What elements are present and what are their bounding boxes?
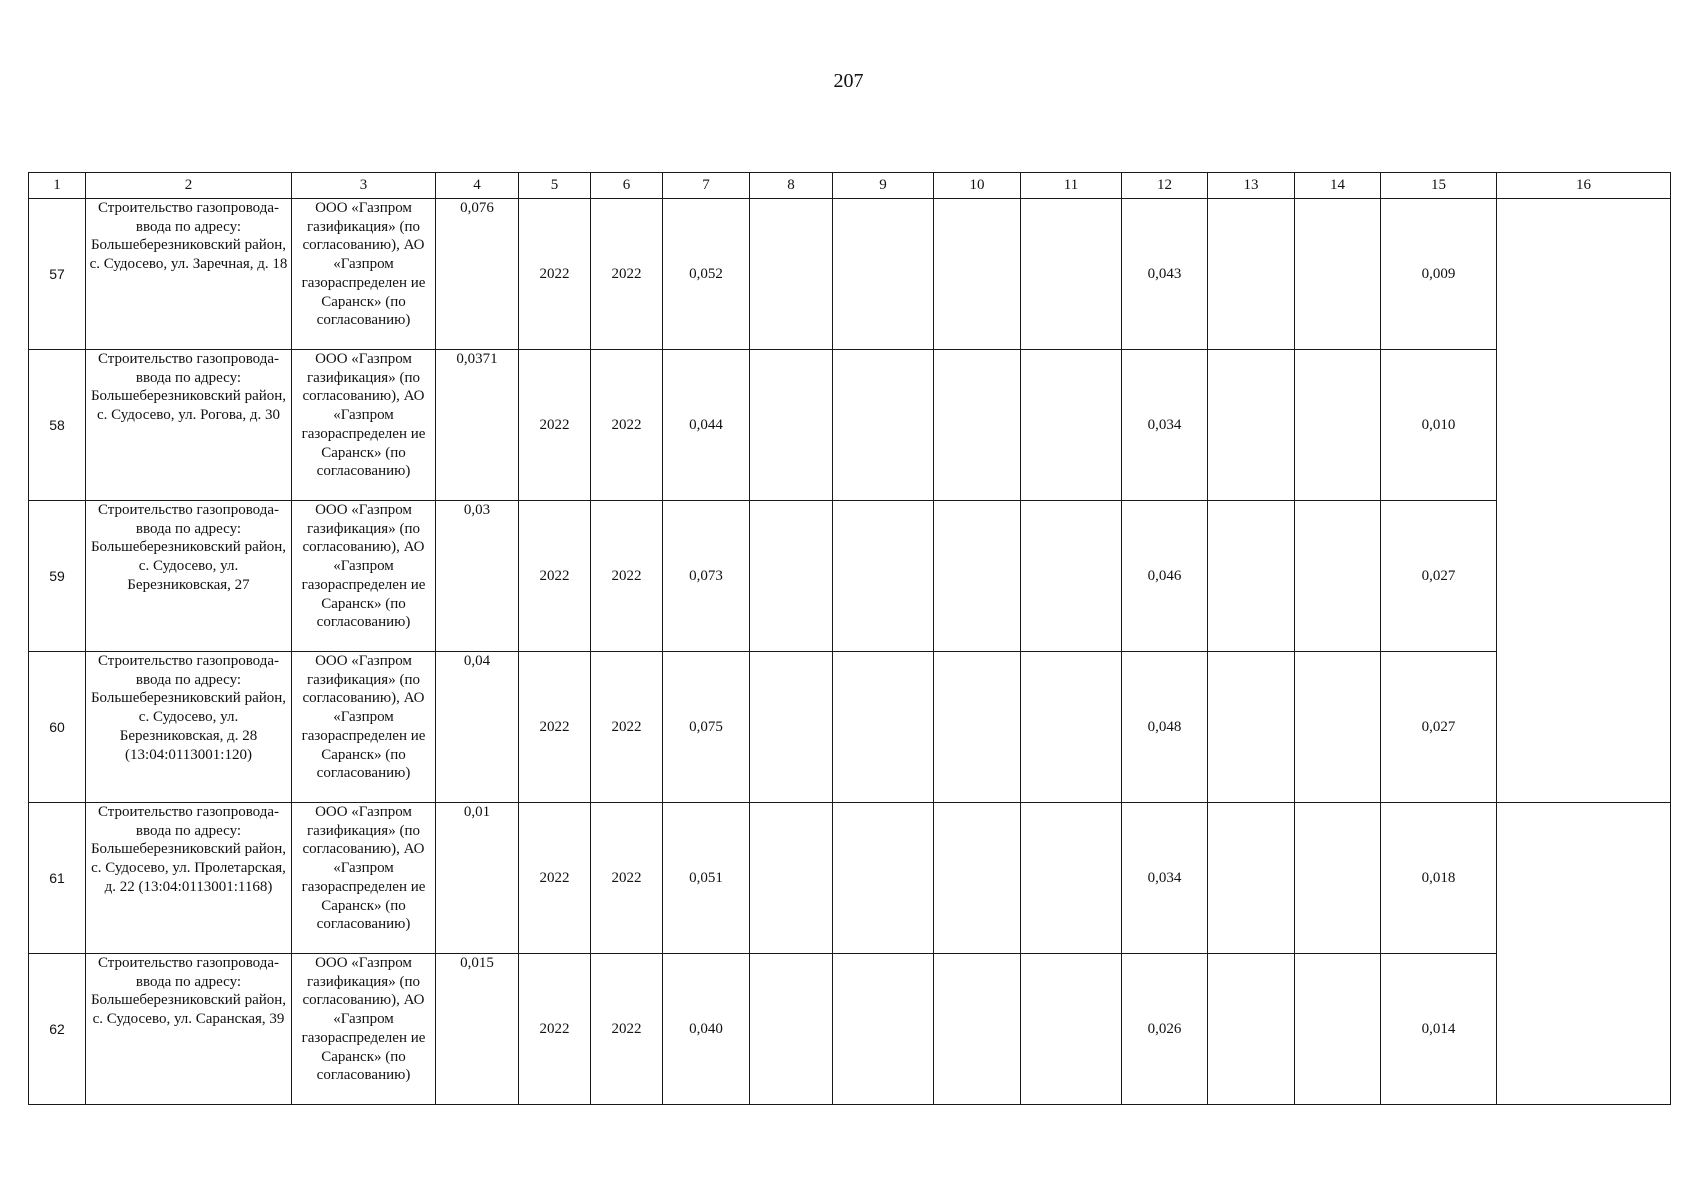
- cell-col12: 0,034: [1122, 350, 1208, 501]
- row-number: 58: [29, 350, 86, 501]
- cell-col14: [1295, 199, 1381, 350]
- cell-col5: 2022: [519, 501, 591, 652]
- cell-col14: [1295, 652, 1381, 803]
- cell-col7: 0,052: [663, 199, 750, 350]
- cell-col11: [1021, 199, 1122, 350]
- cell-col14: [1295, 954, 1381, 1105]
- header-cell: 16: [1497, 173, 1671, 199]
- cell-col11: [1021, 954, 1122, 1105]
- row-number: 59: [29, 501, 86, 652]
- row-number: 60: [29, 652, 86, 803]
- cell-col13: [1208, 652, 1295, 803]
- header-cell: 2: [86, 173, 292, 199]
- cell-col5: 2022: [519, 803, 591, 954]
- cell-col16-merged: [1497, 199, 1671, 803]
- table-row: [29, 652, 1671, 803]
- header-cell: 11: [1021, 173, 1122, 199]
- table-row: [29, 199, 1671, 350]
- cell-col6: 2022: [591, 803, 663, 954]
- cell-col8: [750, 954, 833, 1105]
- cell-col9: [833, 501, 934, 652]
- cell-col7: 0,051: [663, 803, 750, 954]
- cell-col10: [934, 652, 1021, 803]
- header-cell: 10: [934, 173, 1021, 199]
- cell-col13: [1208, 199, 1295, 350]
- cell-col11: [1021, 501, 1122, 652]
- cell-col6: 2022: [591, 954, 663, 1105]
- cell-col10: [934, 803, 1021, 954]
- cell-col12: 0,034: [1122, 803, 1208, 954]
- cell-col14: [1295, 501, 1381, 652]
- header-cell: 9: [833, 173, 934, 199]
- cell-col4: 0,015: [436, 954, 519, 1105]
- cell-col11: [1021, 803, 1122, 954]
- cell-col13: [1208, 803, 1295, 954]
- cell-col11: [1021, 350, 1122, 501]
- page-number: 207: [833, 70, 864, 92]
- cell-col6: 2022: [591, 350, 663, 501]
- cell-col4: 0,04: [436, 652, 519, 803]
- table-row: [29, 954, 1671, 1105]
- cell-col14: [1295, 803, 1381, 954]
- header-cell: 4: [436, 173, 519, 199]
- header-cell: 14: [1295, 173, 1381, 199]
- cell-col9: [833, 803, 934, 954]
- cell-col15: 0,018: [1381, 803, 1497, 954]
- cell-col5: 2022: [519, 652, 591, 803]
- cell-col5: 2022: [519, 350, 591, 501]
- cell-col6: 2022: [591, 501, 663, 652]
- object-name: Строительство газопровода-ввода по адресу: Большеберезниковский район, с. Судосево, ул. Заречная, д. 18: [86, 199, 292, 350]
- cell-col4: 0,03: [436, 501, 519, 652]
- cell-col10: [934, 954, 1021, 1105]
- cell-col12: 0,046: [1122, 501, 1208, 652]
- object-name: Строительство газопровода-ввода по адресу: Большеберезниковский район, с. Судосево, ул. Рогова, д. 30: [86, 350, 292, 501]
- cell-col6: 2022: [591, 652, 663, 803]
- cell-col15: 0,014: [1381, 954, 1497, 1105]
- header-cell: 6: [591, 173, 663, 199]
- cell-col10: [934, 350, 1021, 501]
- cell-col13: [1208, 350, 1295, 501]
- cell-col4: 0,0371: [436, 350, 519, 501]
- cell-col8: [750, 350, 833, 501]
- cell-col8: [750, 803, 833, 954]
- cell-col9: [833, 954, 934, 1105]
- row-number: 61: [29, 803, 86, 954]
- cell-col14: [1295, 350, 1381, 501]
- cell-col5: 2022: [519, 954, 591, 1105]
- cell-col4: 0,01: [436, 803, 519, 954]
- object-name: Строительство газопровода-ввода по адресу: Большеберезниковский район, с. Судосево, ул. Березниковская, 27: [86, 501, 292, 652]
- executor: ООО «Газпром газификация» (по согласованию), АО «Газпром газораспределен ие Саранск» (по согласованию): [292, 501, 436, 652]
- cell-col7: 0,044: [663, 350, 750, 501]
- executor: ООО «Газпром газификация» (по согласованию), АО «Газпром газораспределен ие Саранск» (по согласованию): [292, 954, 436, 1105]
- cell-col11: [1021, 652, 1122, 803]
- header-cell: 13: [1208, 173, 1295, 199]
- cell-col7: 0,075: [663, 652, 750, 803]
- object-name: Строительство газопровода-ввода по адресу: Большеберезниковский район, с. Судосево, ул. Саранская, 39: [86, 954, 292, 1105]
- row-number: 57: [29, 199, 86, 350]
- table-row: [29, 350, 1671, 501]
- cell-col13: [1208, 954, 1295, 1105]
- table-row: [29, 803, 1671, 954]
- cell-col9: [833, 652, 934, 803]
- header-row: [29, 173, 1671, 199]
- object-name: Строительство газопровода-ввода по адресу: Большеберезниковский район, с. Судосево, ул. Березниковская, д. 28 (13:04:0113001:120): [86, 652, 292, 803]
- cell-col15: 0,027: [1381, 501, 1497, 652]
- executor: ООО «Газпром газификация» (по согласованию), АО «Газпром газораспределен ие Саранск» (по согласованию): [292, 350, 436, 501]
- cell-col15: 0,009: [1381, 199, 1497, 350]
- header-cell: 12: [1122, 173, 1208, 199]
- cell-col12: 0,043: [1122, 199, 1208, 350]
- executor: ООО «Газпром газификация» (по согласованию), АО «Газпром газораспределен ие Саранск» (по согласованию): [292, 652, 436, 803]
- cell-col9: [833, 350, 934, 501]
- cell-col15: 0,027: [1381, 652, 1497, 803]
- cell-col9: [833, 199, 934, 350]
- header-cell: 1: [29, 173, 86, 199]
- cell-col7: 0,073: [663, 501, 750, 652]
- cell-col8: [750, 199, 833, 350]
- object-name: Строительство газопровода-ввода по адресу: Большеберезниковский район, с. Судосево, ул. Пролетарская, д. 22 (13:04:0113001:1168): [86, 803, 292, 954]
- cell-col8: [750, 501, 833, 652]
- cell-col10: [934, 199, 1021, 350]
- table-row: [29, 501, 1671, 652]
- header-cell: 5: [519, 173, 591, 199]
- investment-table: [28, 172, 1671, 1105]
- cell-col5: 2022: [519, 199, 591, 350]
- cell-col15: 0,010: [1381, 350, 1497, 501]
- header-cell: 8: [750, 173, 833, 199]
- header-cell: 3: [292, 173, 436, 199]
- cell-col12: 0,048: [1122, 652, 1208, 803]
- row-number: 62: [29, 954, 86, 1105]
- cell-col16-merged: [1497, 803, 1671, 1105]
- executor: ООО «Газпром газификация» (по согласованию), АО «Газпром газораспределен ие Саранск» (по согласованию): [292, 803, 436, 954]
- cell-col8: [750, 652, 833, 803]
- header-cell: 7: [663, 173, 750, 199]
- cell-col4: 0,076: [436, 199, 519, 350]
- executor: ООО «Газпром газификация» (по согласованию), АО «Газпром газораспределен ие Саранск» (по согласованию): [292, 199, 436, 350]
- header-cell: 15: [1381, 173, 1497, 199]
- cell-col12: 0,026: [1122, 954, 1208, 1105]
- cell-col6: 2022: [591, 199, 663, 350]
- cell-col7: 0,040: [663, 954, 750, 1105]
- cell-col10: [934, 501, 1021, 652]
- cell-col13: [1208, 501, 1295, 652]
